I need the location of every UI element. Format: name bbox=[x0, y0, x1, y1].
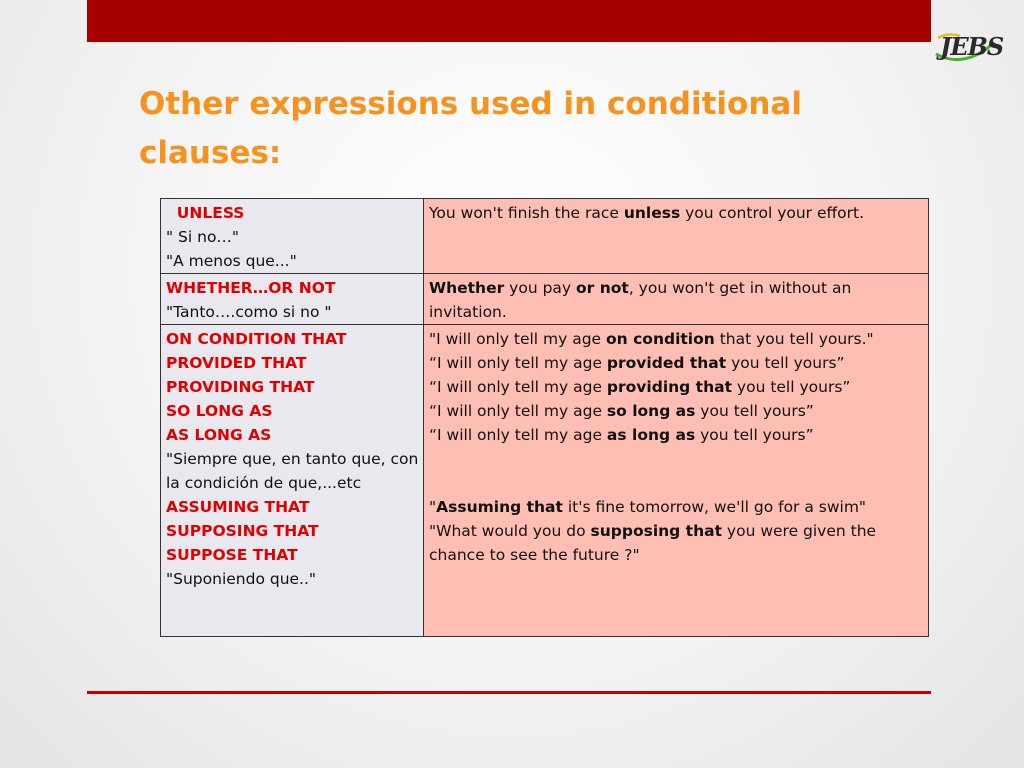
sentence-text: you tell yours” bbox=[726, 354, 845, 372]
expression-cell bbox=[161, 199, 424, 274]
highlighted-expression: Whether bbox=[429, 279, 505, 297]
keyword-label: SUPPOSE THAT bbox=[166, 546, 298, 564]
table-row bbox=[161, 325, 929, 637]
sentence-text: it's fine tomorrow, we'll go for a swim" bbox=[562, 498, 867, 516]
expressions-table bbox=[160, 198, 929, 637]
sentence-text: “I will only tell my age bbox=[429, 378, 607, 396]
highlighted-expression: on condition bbox=[606, 330, 715, 348]
sentence-text: that you tell yours." bbox=[714, 330, 874, 348]
keyword-label: PROVIDING THAT bbox=[166, 378, 315, 396]
keyword-label: AS LONG AS bbox=[166, 426, 272, 444]
jebs-logo-icon bbox=[934, 30, 1004, 62]
sentence-text: “I will only tell my age bbox=[429, 402, 607, 420]
keyword-label: SO LONG AS bbox=[166, 402, 273, 420]
keyword-label: ASSUMING THAT bbox=[166, 498, 310, 516]
sentence-text: , you won't get in without an invitation. bbox=[429, 279, 852, 321]
example-sentence bbox=[429, 201, 924, 225]
highlighted-expression: or not bbox=[576, 279, 629, 297]
keyword-label: SUPPOSING THAT bbox=[166, 522, 319, 540]
example-sentence bbox=[429, 351, 924, 375]
highlighted-expression: Assuming that bbox=[436, 498, 563, 516]
highlighted-expression: providing that bbox=[606, 378, 732, 396]
translation-text: " Si no…" bbox=[166, 228, 240, 246]
example-sentence bbox=[429, 495, 924, 519]
keyword-label: WHETHER…OR NOT bbox=[166, 279, 336, 297]
sentence-text: you tell yours” bbox=[731, 378, 851, 396]
example-sentence bbox=[429, 375, 924, 399]
example-cell bbox=[424, 199, 929, 274]
example-sentence bbox=[429, 399, 924, 423]
translation-text: "Tanto….como si no " bbox=[166, 303, 332, 321]
translation-text: "Siempre que, en tanto que, con la condición de que,...etc bbox=[166, 450, 419, 492]
highlighted-expression: provided that bbox=[606, 354, 727, 372]
spacer bbox=[429, 447, 924, 495]
example-cell bbox=[424, 274, 929, 325]
sentence-text: you control your effort. bbox=[680, 204, 865, 222]
highlighted-expression: unless bbox=[623, 204, 681, 222]
table-row bbox=[161, 199, 929, 274]
highlighted-expression: supposing that bbox=[590, 522, 722, 540]
sentence-text: you were given the chance to see the future ?" bbox=[429, 522, 877, 564]
expression-cell bbox=[161, 274, 424, 325]
sentence-text: You won't finish the race bbox=[429, 204, 624, 222]
logo-text: JEBS bbox=[940, 32, 1004, 61]
sentence-text: "I will only tell my age bbox=[429, 330, 607, 348]
highlighted-expression: as long as bbox=[606, 426, 696, 444]
keyword-label: PROVIDED THAT bbox=[166, 354, 307, 372]
sentence-text: “I will only tell my age bbox=[429, 354, 607, 372]
example-cell bbox=[424, 325, 929, 637]
expression-cell bbox=[161, 325, 424, 637]
sentence-text: "What would you do bbox=[429, 522, 591, 540]
sentence-text: " bbox=[429, 498, 437, 516]
highlighted-expression: so long as bbox=[606, 402, 696, 420]
slide-title: Other expressions used in conditional clauses: bbox=[139, 86, 802, 171]
example-sentence bbox=[429, 276, 924, 324]
sentence-text: “I will only tell my age bbox=[429, 426, 607, 444]
sentence-text: you tell yours” bbox=[695, 402, 814, 420]
translation-text: "Suponiendo que.." bbox=[166, 570, 317, 588]
top-red-bar bbox=[87, 0, 931, 42]
keyword-label: UNLESS bbox=[166, 204, 245, 222]
example-sentence bbox=[429, 519, 924, 567]
example-sentence bbox=[429, 423, 924, 447]
example-sentence bbox=[429, 327, 924, 351]
sentence-text: you tell yours” bbox=[695, 426, 814, 444]
bottom-red-line bbox=[87, 691, 931, 694]
table-row bbox=[161, 274, 929, 325]
translation-text: "A menos que..." bbox=[166, 252, 297, 270]
sentence-text: you pay bbox=[504, 279, 577, 297]
keyword-label: ON CONDITION THAT bbox=[166, 330, 347, 348]
